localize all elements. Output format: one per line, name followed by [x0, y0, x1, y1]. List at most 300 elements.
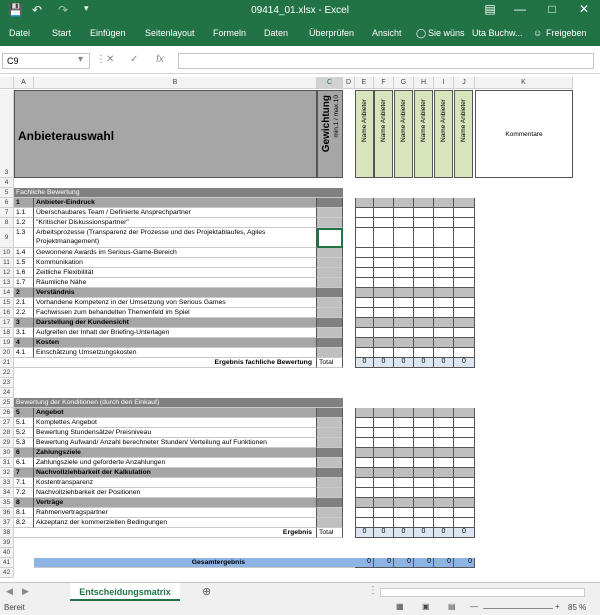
score-cell[interactable] — [355, 428, 374, 438]
score-cell[interactable] — [454, 338, 475, 348]
score-cell[interactable] — [374, 298, 394, 308]
score-cell[interactable] — [355, 458, 374, 468]
score-cell[interactable] — [454, 198, 475, 208]
col-header-f[interactable]: F — [374, 77, 394, 89]
weight-cell[interactable] — [317, 438, 343, 448]
score-cell[interactable] — [374, 278, 394, 288]
col-header-j[interactable]: J — [454, 77, 475, 89]
weight-cell[interactable] — [317, 268, 343, 278]
score-cell[interactable] — [414, 258, 434, 268]
row-header-22[interactable]: 22 — [0, 368, 14, 378]
score-cell[interactable] — [454, 248, 475, 258]
score-cell[interactable] — [394, 448, 414, 458]
row-header-27[interactable]: 27 — [0, 418, 14, 428]
score-cell[interactable] — [454, 448, 475, 458]
score-cell[interactable] — [414, 418, 434, 428]
score-cell[interactable] — [454, 478, 475, 488]
scroll-handle[interactable]: ⋮ — [368, 585, 378, 596]
score-cell[interactable] — [355, 518, 374, 528]
score-cell[interactable] — [374, 458, 394, 468]
score-cell[interactable] — [355, 498, 374, 508]
name-box[interactable]: C9 — [2, 53, 90, 69]
score-cell[interactable] — [374, 488, 394, 498]
score-cell[interactable] — [394, 508, 414, 518]
weight-cell[interactable] — [317, 228, 343, 248]
weight-cell[interactable] — [317, 488, 343, 498]
weight-cell[interactable] — [317, 338, 343, 348]
row-header-18[interactable]: 18 — [0, 328, 14, 338]
score-cell[interactable] — [434, 318, 454, 328]
score-cell[interactable] — [434, 438, 454, 448]
score-cell[interactable] — [394, 198, 414, 208]
page-layout-icon[interactable]: ▣ — [422, 602, 430, 611]
result-cell[interactable]: 0 — [454, 528, 475, 538]
score-cell[interactable] — [414, 278, 434, 288]
row-header-9[interactable]: 9 — [0, 228, 14, 248]
share-button[interactable]: Freigeben — [546, 28, 587, 38]
score-cell[interactable] — [394, 268, 414, 278]
score-cell[interactable] — [394, 478, 414, 488]
row-header-29[interactable]: 29 — [0, 438, 14, 448]
score-cell[interactable] — [454, 208, 475, 218]
weight-cell[interactable] — [317, 218, 343, 228]
score-cell[interactable] — [414, 248, 434, 258]
weight-cell[interactable] — [317, 448, 343, 458]
score-cell[interactable] — [394, 458, 414, 468]
weight-cell[interactable] — [317, 278, 343, 288]
score-cell[interactable] — [454, 498, 475, 508]
score-cell[interactable] — [414, 288, 434, 298]
score-cell[interactable] — [394, 228, 414, 248]
tab-ueberpruefen[interactable]: Überprüfen — [309, 28, 355, 38]
score-cell[interactable] — [414, 228, 434, 248]
score-cell[interactable] — [355, 328, 374, 338]
user-name[interactable]: Uta Buchw... — [472, 28, 523, 38]
weight-cell[interactable] — [317, 318, 343, 328]
score-cell[interactable] — [434, 418, 454, 428]
score-cell[interactable] — [374, 408, 394, 418]
score-cell[interactable] — [355, 448, 374, 458]
grand-total-cell[interactable]: 0 — [355, 558, 374, 568]
score-cell[interactable] — [454, 408, 475, 418]
score-cell[interactable] — [434, 498, 454, 508]
score-cell[interactable] — [454, 518, 475, 528]
row-header-40[interactable]: 40 — [0, 548, 14, 558]
score-cell[interactable] — [414, 508, 434, 518]
score-cell[interactable] — [454, 308, 475, 318]
result-cell[interactable]: 0 — [414, 528, 434, 538]
weight-cell[interactable] — [317, 498, 343, 508]
weight-cell[interactable] — [317, 418, 343, 428]
result-cell[interactable]: 0 — [414, 358, 434, 368]
score-cell[interactable] — [355, 338, 374, 348]
score-cell[interactable] — [374, 438, 394, 448]
score-cell[interactable] — [374, 288, 394, 298]
redo-icon[interactable]: ↷ — [58, 3, 69, 17]
row-header-34[interactable]: 34 — [0, 488, 14, 498]
score-cell[interactable] — [454, 428, 475, 438]
result-cell[interactable]: 0 — [355, 358, 374, 368]
row-header-14[interactable]: 14 — [0, 288, 14, 298]
score-cell[interactable] — [414, 448, 434, 458]
score-cell[interactable] — [394, 488, 414, 498]
undo-icon[interactable]: ↶ — [32, 3, 43, 17]
score-cell[interactable] — [355, 228, 374, 248]
col-header-a[interactable]: A — [14, 77, 34, 89]
tab-formeln[interactable]: Formeln — [213, 28, 247, 38]
score-cell[interactable] — [394, 258, 414, 268]
col-header-b[interactable]: B — [34, 77, 317, 89]
score-cell[interactable] — [355, 478, 374, 488]
weight-cell[interactable] — [317, 428, 343, 438]
score-cell[interactable] — [374, 208, 394, 218]
worksheet-grid[interactable] — [0, 77, 600, 582]
score-cell[interactable] — [414, 308, 434, 318]
tab-datei[interactable]: Datei — [9, 28, 31, 38]
maximize-icon[interactable]: □ — [548, 2, 556, 16]
score-cell[interactable] — [355, 508, 374, 518]
score-cell[interactable] — [394, 328, 414, 338]
score-cell[interactable] — [414, 328, 434, 338]
row-header-20[interactable]: 20 — [0, 348, 14, 358]
row-header-30[interactable]: 30 — [0, 448, 14, 458]
zoom-slider[interactable] — [483, 608, 553, 609]
zoom-in-icon[interactable]: + — [555, 602, 560, 611]
score-cell[interactable] — [434, 448, 454, 458]
chevron-down-icon[interactable]: ▾ — [78, 54, 84, 65]
score-cell[interactable] — [374, 478, 394, 488]
weight-cell[interactable] — [317, 248, 343, 258]
result-cell[interactable]: 0 — [374, 358, 394, 368]
score-cell[interactable] — [414, 498, 434, 508]
grand-total-cell[interactable]: 0 — [374, 558, 394, 568]
score-cell[interactable] — [355, 488, 374, 498]
tab-next-icon[interactable]: ▶ — [22, 586, 29, 596]
score-cell[interactable] — [414, 518, 434, 528]
score-cell[interactable] — [374, 218, 394, 228]
col-header-k[interactable]: K — [475, 77, 573, 89]
score-cell[interactable] — [355, 318, 374, 328]
row-header-11[interactable]: 11 — [0, 258, 14, 268]
score-cell[interactable] — [374, 338, 394, 348]
score-cell[interactable] — [374, 328, 394, 338]
row-header-36[interactable]: 36 — [0, 508, 14, 518]
score-cell[interactable] — [414, 208, 434, 218]
row-header-16[interactable]: 16 — [0, 308, 14, 318]
row-header-25[interactable]: 25 — [0, 398, 14, 408]
tab-seitenlayout[interactable]: Seitenlayout — [145, 28, 195, 38]
customize-icon[interactable]: ▾ — [84, 3, 89, 13]
score-cell[interactable] — [355, 288, 374, 298]
score-cell[interactable] — [355, 308, 374, 318]
tab-einfuegen[interactable]: Einfügen — [90, 28, 126, 38]
score-cell[interactable] — [434, 428, 454, 438]
score-cell[interactable] — [414, 218, 434, 228]
weight-cell[interactable] — [317, 408, 343, 418]
zoom-level[interactable]: 85 % — [568, 603, 587, 612]
add-sheet-icon[interactable]: ⊕ — [202, 586, 212, 598]
weight-cell[interactable] — [317, 288, 343, 298]
score-cell[interactable] — [355, 268, 374, 278]
row-header-33[interactable]: 33 — [0, 478, 14, 488]
score-cell[interactable] — [394, 288, 414, 298]
score-cell[interactable] — [414, 408, 434, 418]
score-cell[interactable] — [434, 468, 454, 478]
row-header-4[interactable]: 4 — [0, 178, 14, 188]
score-cell[interactable] — [454, 438, 475, 448]
score-cell[interactable] — [454, 328, 475, 338]
score-cell[interactable] — [434, 288, 454, 298]
score-cell[interactable] — [434, 338, 454, 348]
score-cell[interactable] — [434, 218, 454, 228]
row-header-23[interactable]: 23 — [0, 378, 14, 388]
score-cell[interactable] — [454, 458, 475, 468]
weight-cell[interactable] — [317, 518, 343, 528]
score-cell[interactable] — [355, 258, 374, 268]
score-cell[interactable] — [414, 298, 434, 308]
score-cell[interactable] — [434, 258, 454, 268]
score-cell[interactable] — [374, 318, 394, 328]
score-cell[interactable] — [394, 428, 414, 438]
score-cell[interactable] — [355, 408, 374, 418]
score-cell[interactable] — [374, 498, 394, 508]
score-cell[interactable] — [374, 508, 394, 518]
col-header-h[interactable]: H — [414, 77, 434, 89]
tell-me-box[interactable]: Sie wüns — [428, 28, 465, 38]
score-cell[interactable] — [434, 508, 454, 518]
score-cell[interactable] — [434, 308, 454, 318]
row-header-26[interactable]: 26 — [0, 408, 14, 418]
weight-cell[interactable] — [317, 258, 343, 268]
score-cell[interactable] — [454, 468, 475, 478]
col-header-d[interactable]: D — [343, 77, 355, 89]
row-header-10[interactable]: 10 — [0, 248, 14, 258]
result-cell[interactable]: 0 — [434, 528, 454, 538]
confirm-icon[interactable]: ✓ — [130, 54, 139, 65]
score-cell[interactable] — [414, 338, 434, 348]
score-cell[interactable] — [394, 208, 414, 218]
weight-cell[interactable] — [317, 458, 343, 468]
weight-cell[interactable] — [317, 198, 343, 208]
score-cell[interactable] — [374, 228, 394, 248]
result-cell[interactable]: 0 — [394, 358, 414, 368]
row-header-8[interactable]: 8 — [0, 218, 14, 228]
formula-input[interactable] — [178, 53, 594, 69]
row-header-24[interactable]: 24 — [0, 388, 14, 398]
weight-cell[interactable] — [317, 328, 343, 338]
row-header-6[interactable]: 6 — [0, 198, 14, 208]
score-cell[interactable] — [454, 418, 475, 428]
score-cell[interactable] — [454, 508, 475, 518]
grand-total-cell[interactable]: 0 — [394, 558, 414, 568]
score-cell[interactable] — [434, 478, 454, 488]
score-cell[interactable] — [454, 488, 475, 498]
score-cell[interactable] — [434, 208, 454, 218]
score-cell[interactable] — [414, 478, 434, 488]
score-cell[interactable] — [374, 448, 394, 458]
score-cell[interactable] — [394, 218, 414, 228]
weight-cell[interactable] — [317, 348, 343, 358]
score-cell[interactable] — [454, 278, 475, 288]
tab-daten[interactable]: Daten — [264, 28, 289, 38]
score-cell[interactable] — [394, 298, 414, 308]
score-cell[interactable] — [414, 438, 434, 448]
sheet-tab-entscheidungsmatrix[interactable]: Entscheidungsmatrix — [70, 583, 180, 601]
score-cell[interactable] — [355, 248, 374, 258]
score-cell[interactable] — [394, 418, 414, 428]
row-header-19[interactable]: 19 — [0, 338, 14, 348]
row-header-35[interactable]: 35 — [0, 498, 14, 508]
row-header-13[interactable]: 13 — [0, 278, 14, 288]
score-cell[interactable] — [374, 308, 394, 318]
score-cell[interactable] — [355, 218, 374, 228]
score-cell[interactable] — [374, 248, 394, 258]
weight-cell[interactable] — [317, 478, 343, 488]
row-header-5[interactable]: 5 — [0, 188, 14, 198]
close-icon[interactable]: ✕ — [578, 2, 590, 16]
score-cell[interactable] — [434, 348, 454, 358]
score-cell[interactable] — [394, 468, 414, 478]
score-cell[interactable] — [414, 198, 434, 208]
score-cell[interactable] — [374, 418, 394, 428]
score-cell[interactable] — [355, 298, 374, 308]
result-cell[interactable]: 0 — [434, 358, 454, 368]
score-cell[interactable] — [434, 278, 454, 288]
score-cell[interactable] — [434, 268, 454, 278]
row-header-38[interactable]: 38 — [0, 528, 14, 538]
score-cell[interactable] — [414, 348, 434, 358]
score-cell[interactable] — [355, 208, 374, 218]
score-cell[interactable] — [355, 468, 374, 478]
grand-total-cell[interactable]: 0 — [454, 558, 475, 568]
score-cell[interactable] — [374, 268, 394, 278]
row-header-31[interactable]: 31 — [0, 458, 14, 468]
row-header-39[interactable]: 39 — [0, 538, 14, 548]
col-header-i[interactable]: I — [434, 77, 454, 89]
result-cell[interactable]: 0 — [454, 358, 475, 368]
corner-select[interactable] — [0, 77, 14, 89]
row-header-42[interactable]: 42 — [0, 568, 14, 578]
row-header-15[interactable]: 15 — [0, 298, 14, 308]
score-cell[interactable] — [394, 278, 414, 288]
tab-start[interactable]: Start — [52, 28, 72, 38]
score-cell[interactable] — [394, 518, 414, 528]
score-cell[interactable] — [355, 198, 374, 208]
save-icon[interactable]: 💾 — [8, 3, 23, 17]
horizontal-scrollbar[interactable] — [380, 588, 585, 597]
function-icon[interactable]: fx — [156, 54, 164, 65]
score-cell[interactable] — [454, 228, 475, 248]
score-cell[interactable] — [414, 428, 434, 438]
score-cell[interactable] — [434, 298, 454, 308]
result-cell[interactable]: 0 — [355, 528, 374, 538]
score-cell[interactable] — [374, 258, 394, 268]
zoom-out-icon[interactable]: — — [470, 602, 478, 611]
score-cell[interactable] — [434, 248, 454, 258]
row-header-7[interactable]: 7 — [0, 208, 14, 218]
grand-total-cell[interactable]: 0 — [414, 558, 434, 568]
score-cell[interactable] — [414, 268, 434, 278]
score-cell[interactable] — [394, 318, 414, 328]
weight-cell[interactable] — [317, 298, 343, 308]
score-cell[interactable] — [394, 248, 414, 258]
score-cell[interactable] — [394, 348, 414, 358]
score-cell[interactable] — [454, 258, 475, 268]
score-cell[interactable] — [374, 518, 394, 528]
score-cell[interactable] — [454, 318, 475, 328]
row-header-41[interactable]: 41 — [0, 558, 14, 568]
ribbon-options-icon[interactable]: ▤ — [484, 2, 496, 16]
col-header-e[interactable]: E — [355, 77, 374, 89]
score-cell[interactable] — [454, 218, 475, 228]
score-cell[interactable] — [434, 328, 454, 338]
score-cell[interactable] — [355, 348, 374, 358]
row-number: 8.2 — [14, 518, 34, 528]
row-header-21[interactable]: 21 — [0, 358, 14, 368]
score-cell[interactable] — [394, 498, 414, 508]
row-header-32[interactable]: 32 — [0, 468, 14, 478]
score-cell[interactable] — [374, 428, 394, 438]
score-cell[interactable] — [434, 458, 454, 468]
score-cell[interactable] — [454, 268, 475, 278]
score-cell[interactable] — [414, 468, 434, 478]
score-cell[interactable] — [394, 408, 414, 418]
page-break-icon[interactable]: ▤ — [448, 602, 456, 611]
weight-cell[interactable] — [317, 308, 343, 318]
score-cell[interactable] — [374, 468, 394, 478]
vendor-header-3 — [394, 90, 413, 178]
score-cell[interactable] — [434, 488, 454, 498]
score-cell[interactable] — [374, 348, 394, 358]
row-header-17[interactable]: 17 — [0, 318, 14, 328]
weight-cell[interactable] — [317, 508, 343, 518]
score-cell[interactable] — [414, 488, 434, 498]
col-header-c[interactable]: C — [317, 77, 343, 89]
row-header-37[interactable]: 37 — [0, 518, 14, 528]
score-cell[interactable] — [414, 318, 434, 328]
result-cell[interactable]: 0 — [374, 528, 394, 538]
grand-total-cell[interactable]: 0 — [434, 558, 454, 568]
result-cell[interactable]: 0 — [394, 528, 414, 538]
score-cell[interactable] — [454, 348, 475, 358]
row-header-3[interactable]: 3 — [0, 90, 14, 178]
tab-ansicht[interactable]: Ansicht — [372, 28, 402, 38]
score-cell[interactable] — [394, 338, 414, 348]
score-cell[interactable] — [434, 408, 454, 418]
row-header-28[interactable]: 28 — [0, 428, 14, 438]
score-cell[interactable] — [394, 438, 414, 448]
weight-cell[interactable] — [317, 468, 343, 478]
score-cell[interactable] — [454, 288, 475, 298]
score-cell[interactable] — [394, 308, 414, 318]
tab-prev-icon[interactable]: ◀ — [6, 586, 13, 596]
score-cell[interactable] — [355, 278, 374, 288]
weight-cell[interactable] — [317, 208, 343, 218]
score-cell[interactable] — [434, 518, 454, 528]
normal-view-icon[interactable]: ▦ — [396, 602, 404, 611]
score-cell[interactable] — [355, 418, 374, 428]
row-header-12[interactable]: 12 — [0, 268, 14, 278]
score-cell[interactable] — [434, 198, 454, 208]
score-cell[interactable] — [355, 438, 374, 448]
score-cell[interactable] — [434, 228, 454, 248]
score-cell[interactable] — [374, 198, 394, 208]
score-cell[interactable] — [414, 458, 434, 468]
col-header-g[interactable]: G — [394, 77, 414, 89]
minimize-icon[interactable]: — — [514, 2, 526, 16]
cancel-icon[interactable]: ✕ — [106, 54, 115, 65]
score-cell[interactable] — [454, 298, 475, 308]
